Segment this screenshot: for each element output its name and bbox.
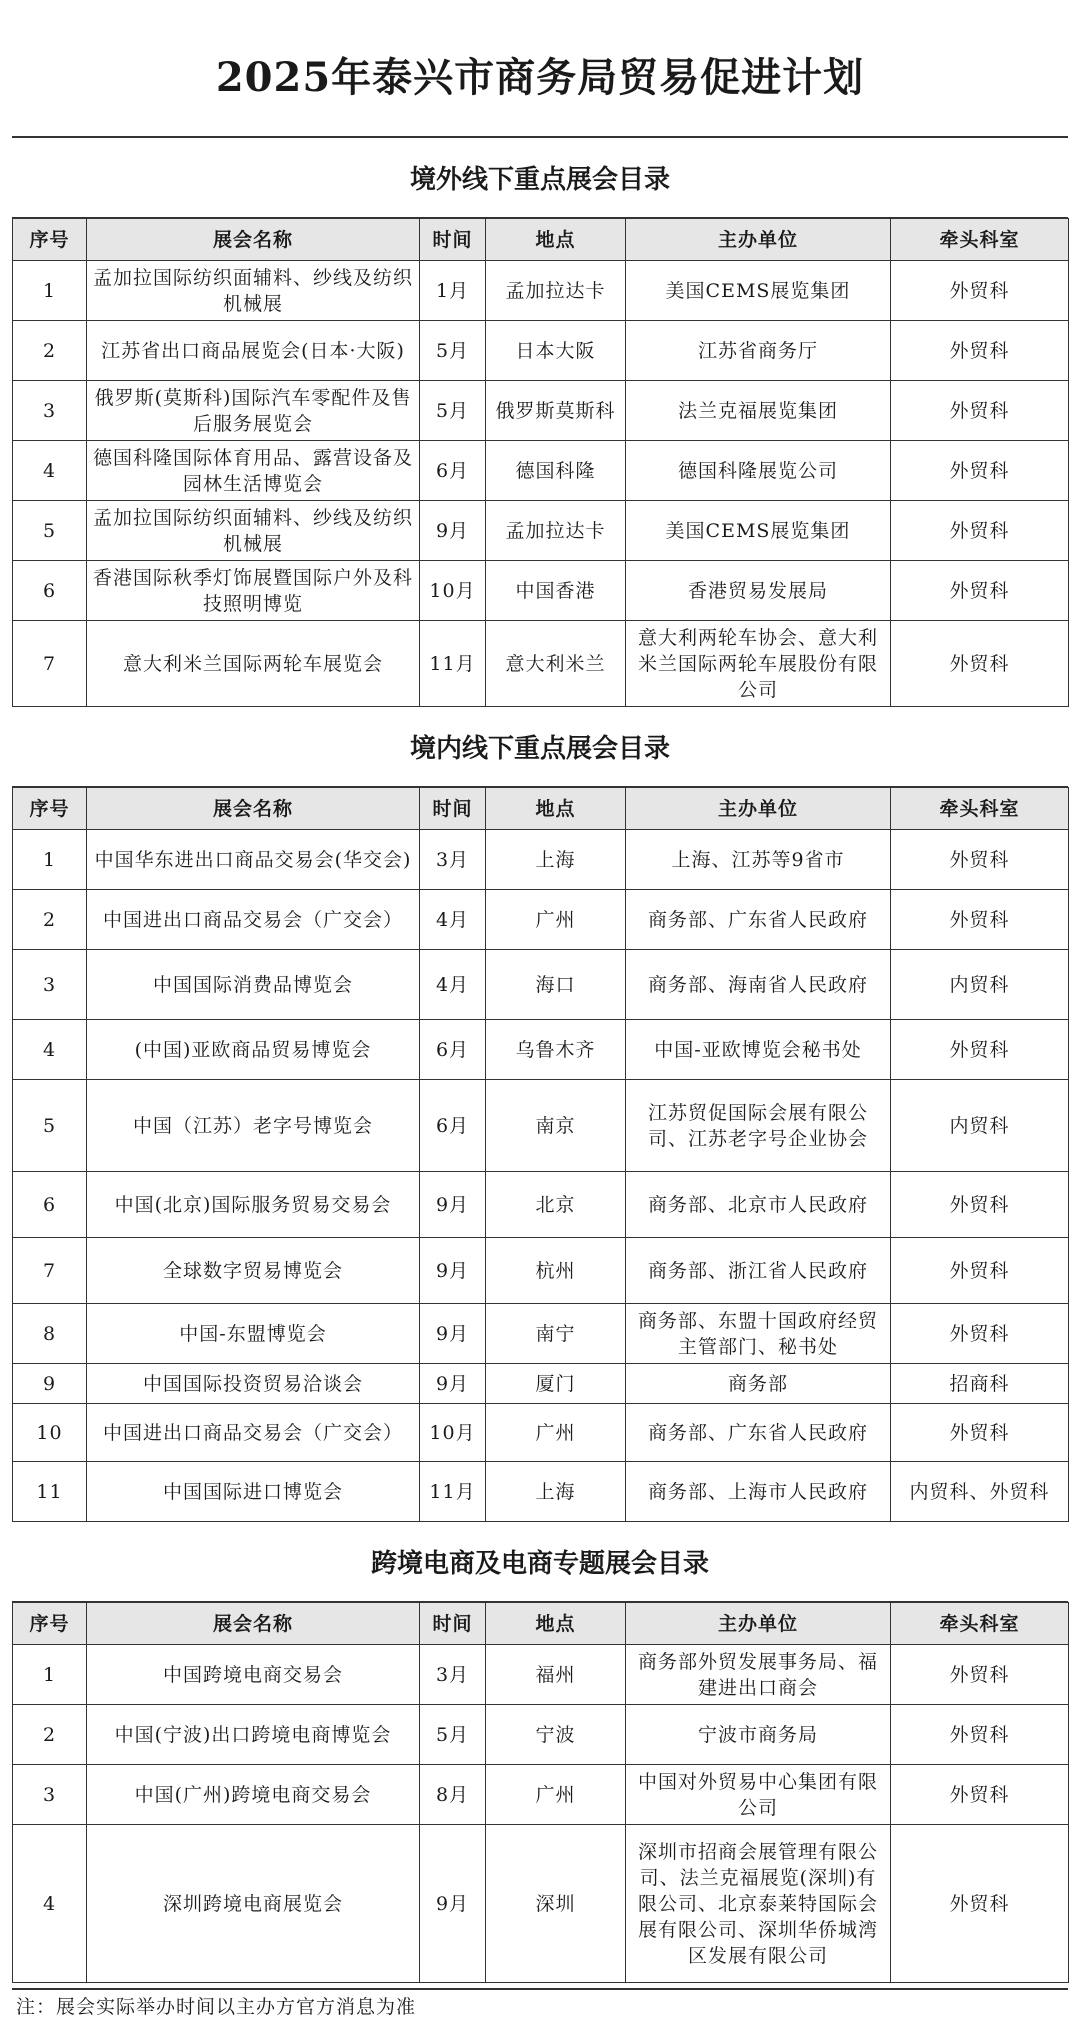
- cell-dept: 内贸科、外贸科: [891, 1462, 1069, 1522]
- cell-dept: 招商科: [891, 1364, 1069, 1404]
- cell-place: 意大利米兰: [486, 621, 626, 707]
- table-row: [13, 1404, 1069, 1462]
- column-header: 展会名称: [87, 1603, 420, 1645]
- cell-dept: 外贸科: [891, 501, 1069, 561]
- column-header: 牵头科室: [891, 1603, 1069, 1645]
- cell-dept: 内贸科: [891, 1080, 1069, 1172]
- cell-place: 上海: [486, 1462, 626, 1522]
- cell-no: 8: [13, 1304, 87, 1364]
- section-title: 跨境电商及电商专题展会目录: [12, 1522, 1068, 1602]
- table-row: [13, 1364, 1069, 1404]
- cell-time: 6月: [420, 1080, 486, 1172]
- cell-place: 厦门: [486, 1364, 626, 1404]
- cell-no: 4: [13, 1825, 87, 1983]
- cell-host: 香港贸易发展局: [626, 561, 891, 621]
- table-row: [13, 830, 1069, 890]
- cell-name: 中国国际消费品博览会: [87, 950, 420, 1020]
- cell-dept: 外贸科: [891, 561, 1069, 621]
- cell-dept: 外贸科: [891, 1404, 1069, 1462]
- cell-name: 深圳跨境电商展览会: [87, 1825, 420, 1983]
- document-page: [12, 12, 1068, 2027]
- cell-host: 商务部: [626, 1364, 891, 1404]
- cell-no: 4: [13, 1020, 87, 1080]
- cell-dept: 外贸科: [891, 441, 1069, 501]
- cell-dept: 外贸科: [891, 1645, 1069, 1705]
- cell-name: 中国跨境电商交易会: [87, 1645, 420, 1705]
- column-header: 牵头科室: [891, 788, 1069, 830]
- cell-dept: 外贸科: [891, 1238, 1069, 1304]
- cell-no: 5: [13, 501, 87, 561]
- cell-name: 中国进出口商品交易会（广交会）: [87, 1404, 420, 1462]
- cell-time: 5月: [420, 1705, 486, 1765]
- cell-place: 广州: [486, 890, 626, 950]
- column-header: 主办单位: [626, 1603, 891, 1645]
- cell-no: 9: [13, 1364, 87, 1404]
- cell-host: 商务部、海南省人民政府: [626, 950, 891, 1020]
- column-header: 主办单位: [626, 219, 891, 261]
- cell-time: 9月: [420, 1825, 486, 1983]
- cell-name: 中国(北京)国际服务贸易交易会: [87, 1172, 420, 1238]
- cell-dept: 外贸科: [891, 261, 1069, 321]
- cell-time: 11月: [420, 1462, 486, 1522]
- cell-host: 中国对外贸易中心集团有限公司: [626, 1765, 891, 1825]
- table-row: [13, 1705, 1069, 1765]
- cell-dept: 外贸科: [891, 381, 1069, 441]
- cell-place: 南宁: [486, 1304, 626, 1364]
- section-2: [12, 707, 1068, 1522]
- table-row: [13, 381, 1069, 441]
- cell-dept: 外贸科: [891, 890, 1069, 950]
- cell-time: 6月: [420, 1020, 486, 1080]
- table-row: [13, 950, 1069, 1020]
- cell-place: 中国香港: [486, 561, 626, 621]
- cell-place: 海口: [486, 950, 626, 1020]
- column-header: 展会名称: [87, 219, 420, 261]
- cell-time: 4月: [420, 950, 486, 1020]
- column-header: 时间: [420, 219, 486, 261]
- cell-host: 美国CEMS展览集团: [626, 501, 891, 561]
- cell-no: 10: [13, 1404, 87, 1462]
- column-header: 展会名称: [87, 788, 420, 830]
- cell-name: 中国国际投资贸易洽谈会: [87, 1364, 420, 1404]
- cell-name: 中国-东盟博览会: [87, 1304, 420, 1364]
- column-header: 地点: [486, 1603, 626, 1645]
- table-header-row: [13, 788, 1069, 830]
- cell-time: 8月: [420, 1765, 486, 1825]
- cell-host: 美国CEMS展览集团: [626, 261, 891, 321]
- table-row: [13, 1238, 1069, 1304]
- column-header: 序号: [13, 1603, 87, 1645]
- cell-no: 3: [13, 1765, 87, 1825]
- cell-no: 1: [13, 1645, 87, 1705]
- cell-place: 北京: [486, 1172, 626, 1238]
- cell-time: 6月: [420, 441, 486, 501]
- cell-place: 福州: [486, 1645, 626, 1705]
- footnote: 注：展会实际举办时间以主办方官方消息为准: [16, 1996, 417, 2018]
- cell-no: 2: [13, 321, 87, 381]
- cell-no: 11: [13, 1462, 87, 1522]
- cell-name: 中国(广州)跨境电商交易会: [87, 1765, 420, 1825]
- cell-host: 江苏省商务厅: [626, 321, 891, 381]
- cell-name: (中国)亚欧商品贸易博览会: [87, 1020, 420, 1080]
- cell-name: 中国华东进出口商品交易会(华交会): [87, 830, 420, 890]
- cell-host: 宁波市商务局: [626, 1705, 891, 1765]
- cell-host: 深圳市招商会展管理有限公司、法兰克福展览(深圳)有限公司、北京泰莱特国际会展有限公司、深圳华侨城湾区发展有限公司: [626, 1825, 891, 1983]
- cell-place: 乌鲁木齐: [486, 1020, 626, 1080]
- cell-no: 4: [13, 441, 87, 501]
- cell-no: 7: [13, 1238, 87, 1304]
- section-title: 境内线下重点展会目录: [12, 707, 1068, 787]
- cell-no: 5: [13, 1080, 87, 1172]
- cell-no: 2: [13, 1705, 87, 1765]
- column-header: 序号: [13, 788, 87, 830]
- column-header: 牵头科室: [891, 219, 1069, 261]
- cell-name: 香港国际秋季灯饰展暨国际户外及科技照明博览: [87, 561, 420, 621]
- cell-name: 俄罗斯(莫斯科)国际汽车零配件及售后服务展览会: [87, 381, 420, 441]
- table-row: [13, 890, 1069, 950]
- table-row: [13, 1020, 1069, 1080]
- section-title: 境外线下重点展会目录: [12, 138, 1068, 218]
- cell-place: 孟加拉达卡: [486, 501, 626, 561]
- cell-host: 中国-亚欧博览会秘书处: [626, 1020, 891, 1080]
- cell-time: 1月: [420, 261, 486, 321]
- table-row: [13, 1765, 1069, 1825]
- table-row: [13, 621, 1069, 707]
- cell-name: 江苏省出口商品展览会(日本·大阪): [87, 321, 420, 381]
- cell-name: 全球数字贸易博览会: [87, 1238, 420, 1304]
- cell-no: 3: [13, 381, 87, 441]
- cell-place: 广州: [486, 1765, 626, 1825]
- cell-time: 5月: [420, 321, 486, 381]
- cell-time: 10月: [420, 561, 486, 621]
- cell-name: 意大利米兰国际两轮车展览会: [87, 621, 420, 707]
- section-1: [12, 138, 1068, 707]
- cell-dept: 外贸科: [891, 321, 1069, 381]
- cell-time: 11月: [420, 621, 486, 707]
- cell-dept: 外贸科: [891, 1825, 1069, 1983]
- cell-name: 中国进出口商品交易会（广交会）: [87, 890, 420, 950]
- cell-place: 俄罗斯莫斯科: [486, 381, 626, 441]
- column-header: 地点: [486, 788, 626, 830]
- cell-place: 宁波: [486, 1705, 626, 1765]
- cell-host: 商务部外贸发展事务局、福建进出口商会: [626, 1645, 891, 1705]
- exhibition-table: [12, 787, 1069, 1522]
- cell-time: 10月: [420, 1404, 486, 1462]
- cell-place: 南京: [486, 1080, 626, 1172]
- cell-host: 上海、江苏等9省市: [626, 830, 891, 890]
- column-header: 时间: [420, 1603, 486, 1645]
- cell-name: 中国国际进口博览会: [87, 1462, 420, 1522]
- table-row: [13, 261, 1069, 321]
- cell-host: 商务部、浙江省人民政府: [626, 1238, 891, 1304]
- table-row: [13, 321, 1069, 381]
- exhibition-tables: [12, 136, 1068, 1990]
- cell-host: 商务部、广东省人民政府: [626, 890, 891, 950]
- table-row: [13, 1080, 1069, 1172]
- cell-no: 6: [13, 561, 87, 621]
- cell-place: 德国科隆: [486, 441, 626, 501]
- cell-host: 德国科隆展览公司: [626, 441, 891, 501]
- cell-dept: 外贸科: [891, 1020, 1069, 1080]
- cell-host: 意大利两轮车协会、意大利米兰国际两轮车展股份有限公司: [626, 621, 891, 707]
- table-header-row: [13, 219, 1069, 261]
- cell-host: 法兰克福展览集团: [626, 381, 891, 441]
- cell-time: 9月: [420, 1172, 486, 1238]
- table-row: [13, 1172, 1069, 1238]
- table-row: [13, 561, 1069, 621]
- cell-no: 1: [13, 830, 87, 890]
- cell-name: 孟加拉国际纺织面辅料、纱线及纺织机械展: [87, 261, 420, 321]
- table-row: [13, 441, 1069, 501]
- column-header: 主办单位: [626, 788, 891, 830]
- cell-name: 中国(宁波)出口跨境电商博览会: [87, 1705, 420, 1765]
- table-row: [13, 1825, 1069, 1983]
- cell-place: 深圳: [486, 1825, 626, 1983]
- cell-dept: 内贸科: [891, 950, 1069, 1020]
- table-row: [13, 1645, 1069, 1705]
- cell-time: 9月: [420, 501, 486, 561]
- section-3: [12, 1522, 1068, 1983]
- cell-host: 商务部、上海市人民政府: [626, 1462, 891, 1522]
- column-header: 地点: [486, 219, 626, 261]
- cell-time: 9月: [420, 1364, 486, 1404]
- cell-dept: 外贸科: [891, 1705, 1069, 1765]
- cell-no: 2: [13, 890, 87, 950]
- cell-time: 3月: [420, 830, 486, 890]
- cell-dept: 外贸科: [891, 830, 1069, 890]
- cell-name: 中国（江苏）老字号博览会: [87, 1080, 420, 1172]
- cell-no: 6: [13, 1172, 87, 1238]
- cell-dept: 外贸科: [891, 1304, 1069, 1364]
- page-title: 2025年泰兴市商务局贸易促进计划: [215, 53, 865, 101]
- cell-host: 商务部、东盟十国政府经贸主管部门、秘书处: [626, 1304, 891, 1364]
- cell-time: 9月: [420, 1238, 486, 1304]
- cell-host: 商务部、北京市人民政府: [626, 1172, 891, 1238]
- cell-place: 广州: [486, 1404, 626, 1462]
- cell-no: 7: [13, 621, 87, 707]
- cell-dept: 外贸科: [891, 1172, 1069, 1238]
- cell-time: 3月: [420, 1645, 486, 1705]
- table-row: [13, 501, 1069, 561]
- cell-host: 商务部、广东省人民政府: [626, 1404, 891, 1462]
- cell-host: 江苏贸促国际会展有限公司、江苏老字号企业协会: [626, 1080, 891, 1172]
- table-row: [13, 1304, 1069, 1364]
- column-header: 序号: [13, 219, 87, 261]
- cell-place: 杭州: [486, 1238, 626, 1304]
- cell-dept: 外贸科: [891, 621, 1069, 707]
- table-header-row: [13, 1603, 1069, 1645]
- cell-no: 3: [13, 950, 87, 1020]
- exhibition-table: [12, 1602, 1069, 1983]
- table-row: [13, 1462, 1069, 1522]
- cell-time: 9月: [420, 1304, 486, 1364]
- cell-dept: 外贸科: [891, 1765, 1069, 1825]
- cell-name: 孟加拉国际纺织面辅料、纱线及纺织机械展: [87, 501, 420, 561]
- cell-time: 5月: [420, 381, 486, 441]
- cell-name: 德国科隆国际体育用品、露营设备及园林生活博览会: [87, 441, 420, 501]
- cell-place: 日本大阪: [486, 321, 626, 381]
- exhibition-table: [12, 218, 1069, 707]
- column-header: 时间: [420, 788, 486, 830]
- cell-place: 上海: [486, 830, 626, 890]
- cell-no: 1: [13, 261, 87, 321]
- cell-place: 孟加拉达卡: [486, 261, 626, 321]
- cell-time: 4月: [420, 890, 486, 950]
